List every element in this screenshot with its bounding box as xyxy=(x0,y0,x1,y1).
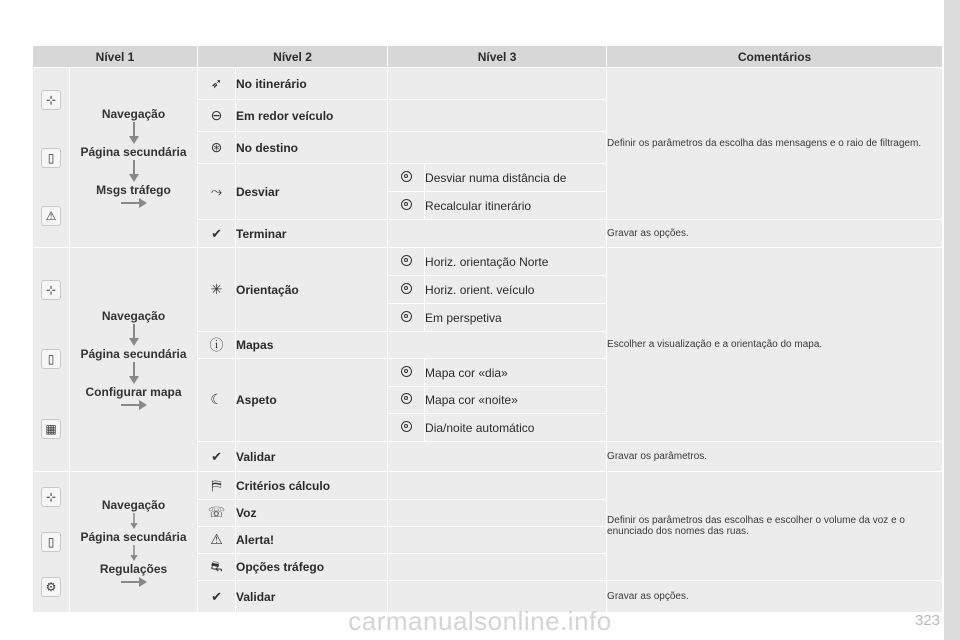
table-header xyxy=(33,46,943,68)
level2-label: Voz xyxy=(236,500,388,527)
watermark: carmanualsonline.info xyxy=(348,606,612,636)
radio-icon[interactable] xyxy=(388,248,425,276)
radio-icon[interactable] xyxy=(388,359,425,387)
level2-label: Aspeto xyxy=(236,359,388,442)
section3-comment: Definir os parâmetros das escolhas e escolher o volume da voz e o enunciado dos nomes das ruas. xyxy=(607,472,943,581)
navigation-icon: ⊹ xyxy=(41,90,61,110)
level1-item: Página secundária xyxy=(80,529,187,544)
level1-item: Página secundária xyxy=(80,145,187,159)
final-comment: Gravar as opções. xyxy=(607,220,943,248)
level2-label: No destino xyxy=(236,132,388,164)
level2-label: Alerta! xyxy=(236,527,388,554)
radio-icon[interactable] xyxy=(388,192,425,220)
orientation-icon: ✳ xyxy=(198,248,236,332)
section2-icons xyxy=(33,248,70,472)
section2-comment: Escolher a visualização e a orientação do mapa. xyxy=(607,248,943,442)
radio-icon[interactable] xyxy=(388,164,425,192)
arrow-down-icon xyxy=(129,160,139,182)
navigation-icon: ⊹ xyxy=(41,280,61,300)
arrow-right-icon xyxy=(121,400,147,410)
table-row xyxy=(33,472,943,500)
secondary-page-icon: ▯ xyxy=(41,148,61,168)
route-icon: ➶ xyxy=(198,68,236,100)
alert-icon: ⚠ xyxy=(198,527,236,554)
secondary-page-icon: ▯ xyxy=(41,349,61,369)
level2-label: Mapas xyxy=(236,332,388,359)
level1-item: Navegação xyxy=(101,309,166,323)
arrow-right-icon xyxy=(121,198,147,208)
level3-option[interactable]: Em perspetiva xyxy=(425,304,607,332)
level3-option[interactable]: Recalcular itinerário xyxy=(425,192,607,220)
arrow-down-icon xyxy=(129,122,139,144)
check-icon: ✔ xyxy=(198,581,236,613)
calculation-criteria-icon: ⛿ xyxy=(198,472,236,500)
navigation-icon: ⊹ xyxy=(41,487,61,507)
level3-option[interactable]: Horiz. orient. veículo xyxy=(425,276,607,304)
arrow-down-icon xyxy=(129,324,139,346)
header-level1: Nível 1 xyxy=(33,46,198,68)
page-edge-bar xyxy=(944,0,960,640)
header-level3: Nível 3 xyxy=(388,46,607,68)
level2-label: Em redor veículo xyxy=(236,100,388,132)
level2-label: Validar xyxy=(236,442,388,472)
page-number: 323 xyxy=(914,612,940,629)
radio-icon[interactable] xyxy=(388,304,425,332)
arrow-right-icon xyxy=(121,577,147,587)
level3-option[interactable]: Mapa cor «noite» xyxy=(425,387,607,414)
level1-item: Página secundária xyxy=(80,347,187,361)
table-row xyxy=(33,248,943,276)
level1-item: Regulações xyxy=(99,561,168,576)
table-row xyxy=(33,68,943,100)
destination-icon: ⊛ xyxy=(198,132,236,164)
map-settings-icon: ▦ xyxy=(41,419,61,439)
level3-option[interactable]: Desviar numa distância de xyxy=(425,164,607,192)
traffic-messages-icon: ⚠ xyxy=(41,206,61,226)
arrow-down-icon xyxy=(129,545,139,561)
section1-comment: Definir os parâmetros da escolha das mensagens e o raio de filtragem. xyxy=(607,68,943,220)
voice-icon: ☏ xyxy=(198,500,236,527)
header-level2: Nível 2 xyxy=(198,46,388,68)
settings-icon: ⚙ xyxy=(41,577,61,597)
level1-item: Configurar mapa xyxy=(85,385,182,399)
level2-label: Validar xyxy=(236,581,388,613)
level3-option[interactable]: Mapa cor «dia» xyxy=(425,359,607,387)
section2-level1 xyxy=(70,248,198,472)
level3-option[interactable]: Dia/noite automático xyxy=(425,414,607,442)
level1-item: Navegação xyxy=(101,497,166,512)
level3-option[interactable]: Horiz. orientação Norte xyxy=(425,248,607,276)
menu-table xyxy=(32,45,943,613)
final-comment: Gravar os parâmetros. xyxy=(607,442,943,472)
section1-level1 xyxy=(70,68,198,248)
level2-label: No itinerário xyxy=(236,68,388,100)
level1-item: Navegação xyxy=(101,107,166,121)
secondary-page-icon: ▯ xyxy=(41,532,61,552)
level1-item: Msgs tráfego xyxy=(96,183,171,197)
level2-label: Orientação xyxy=(236,248,388,332)
final-comment: Gravar as opções. xyxy=(607,581,943,613)
info-icon: ⓘ xyxy=(198,332,236,359)
level2-label: Terminar xyxy=(236,220,388,248)
arrow-down-icon xyxy=(129,362,139,384)
level2-label: Desviar xyxy=(236,164,388,220)
arrow-down-icon xyxy=(129,513,139,529)
day-night-icon: ☾ xyxy=(198,359,236,442)
radio-icon[interactable] xyxy=(388,414,425,442)
traffic-options-icon: ⛐ xyxy=(198,554,236,581)
section3-level1 xyxy=(70,472,198,613)
level2-label: Critérios cálculo xyxy=(236,472,388,500)
level2-label: Opções tráfego xyxy=(236,554,388,581)
check-icon: ✔ xyxy=(198,220,236,248)
header-comments: Comentários xyxy=(607,46,943,68)
detour-icon: ⤳ xyxy=(198,164,236,220)
vehicle-around-icon: ⊖ xyxy=(198,100,236,132)
section3-icons xyxy=(33,472,70,613)
check-icon: ✔ xyxy=(198,442,236,472)
radio-icon[interactable] xyxy=(388,387,425,414)
section1-icons xyxy=(33,68,70,248)
radio-icon[interactable] xyxy=(388,276,425,304)
